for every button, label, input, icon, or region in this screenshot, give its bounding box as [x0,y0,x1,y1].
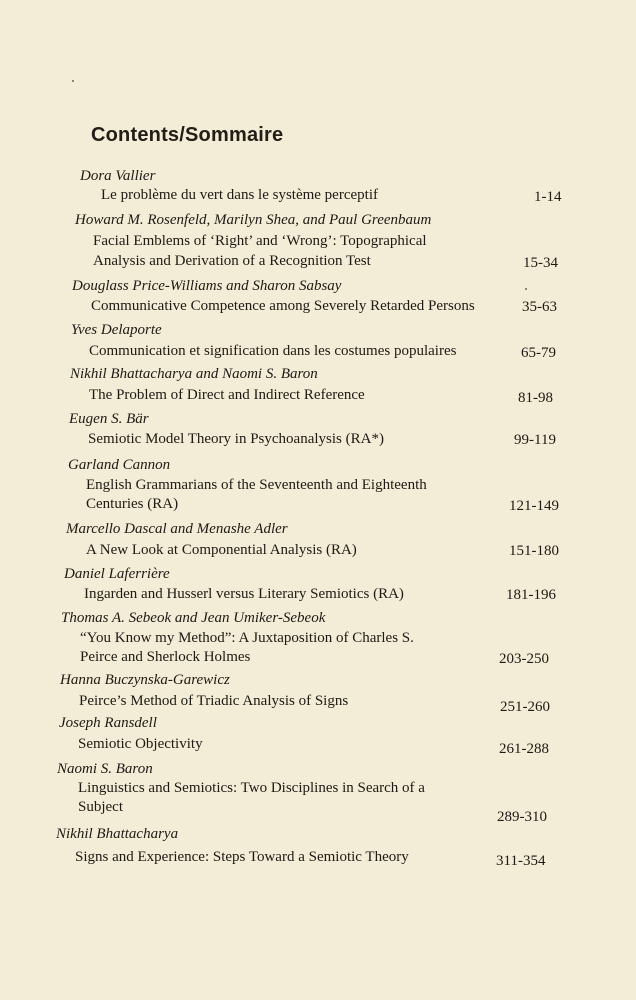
entry-title-line: Analysis and Derivation of a Recognition Test [93,253,371,269]
entry-title-line: “You Know my Method”: A Juxtaposition of Charles S. [80,630,414,646]
page-title: Contents/Sommaire [91,124,284,146]
entry-pages: 181-196 [506,587,556,603]
entry-pages: 1-14 [534,189,562,205]
entry-pages: 35-63 [522,299,557,315]
entry-pages: 203-250 [499,651,549,667]
entry-title-line: Peirce and Sherlock Holmes [80,649,251,665]
entry-title-line: A New Look at Componential Analysis (RA) [86,542,357,558]
entry-title-line: Signs and Experience: Steps Toward a Semiotic Theory [75,849,409,865]
entry-pages: 311-354 [496,853,546,869]
entry-pages: 151-180 [509,543,559,559]
entry-title-line: Centuries (RA) [86,496,179,512]
entry-title-line: Linguistics and Semiotics: Two Disciplines in Search of a [78,780,425,796]
entry-author: Joseph Ransdell [59,715,157,731]
entry-author: Douglass Price-Williams and Sharon Sabsay [72,278,342,294]
entry-title-line: Peirce’s Method of Triadic Analysis of Signs [79,693,349,709]
entry-author: Naomi S. Baron [57,761,153,777]
entry-title-line: Communicative Competence among Severely Retarded Persons [91,298,475,314]
entry-title-line: Ingarden and Husserl versus Literary Semiotics (RA) [84,586,404,602]
entry-pages: 99-119 [514,432,556,448]
entry-author: Marcello Dascal and Menashe Adler [66,521,288,537]
entry-pages: 65-79 [521,345,556,361]
entry-author: Dora Vallier [80,168,156,184]
entry-author: Nikhil Bhattacharya and Naomi S. Baron [70,366,318,382]
entry-pages: 15-34 [523,255,558,271]
entry-author: Nikhil Bhattacharya [56,826,179,842]
entry-author: Daniel Laferrière [64,566,170,582]
entry-title-line: Communication et signification dans les costumes populaires [89,343,457,359]
entry-pages: 121-149 [509,498,559,514]
paper-speck [72,80,74,82]
entry-title-line: Semiotic Model Theory in Psychoanalysis (RA*) [88,431,384,447]
entry-pages: 261-288 [499,741,549,757]
entry-title-line: The Problem of Direct and Indirect Reference [89,387,365,403]
entry-author: Thomas A. Sebeok and Jean Umiker-Sebeok [61,610,326,626]
entry-author: Hanna Buczynska-Garewicz [60,672,230,688]
entry-author: Eugen S. Bär [69,411,149,427]
entry-pages: 251-260 [500,699,550,715]
entry-title-line: Le problème du vert dans le système perceptif [101,187,378,203]
entry-author: Garland Cannon [68,457,171,473]
paper-speck [525,288,527,290]
entry-title-line: Subject [78,799,123,815]
entry-pages: 81-98 [518,390,553,406]
entry-title-line: Semiotic Objectivity [78,736,203,752]
entry-author: Howard M. Rosenfeld, Marilyn Shea, and Paul Greenbaum [75,212,432,228]
entry-pages: 289-310 [497,809,547,825]
entry-title-line: English Grammarians of the Seventeenth and Eighteenth [86,477,427,493]
entry-title-line: Facial Emblems of ‘Right’ and ‘Wrong’: Topographical [93,233,427,249]
entry-author: Yves Delaporte [71,322,162,338]
